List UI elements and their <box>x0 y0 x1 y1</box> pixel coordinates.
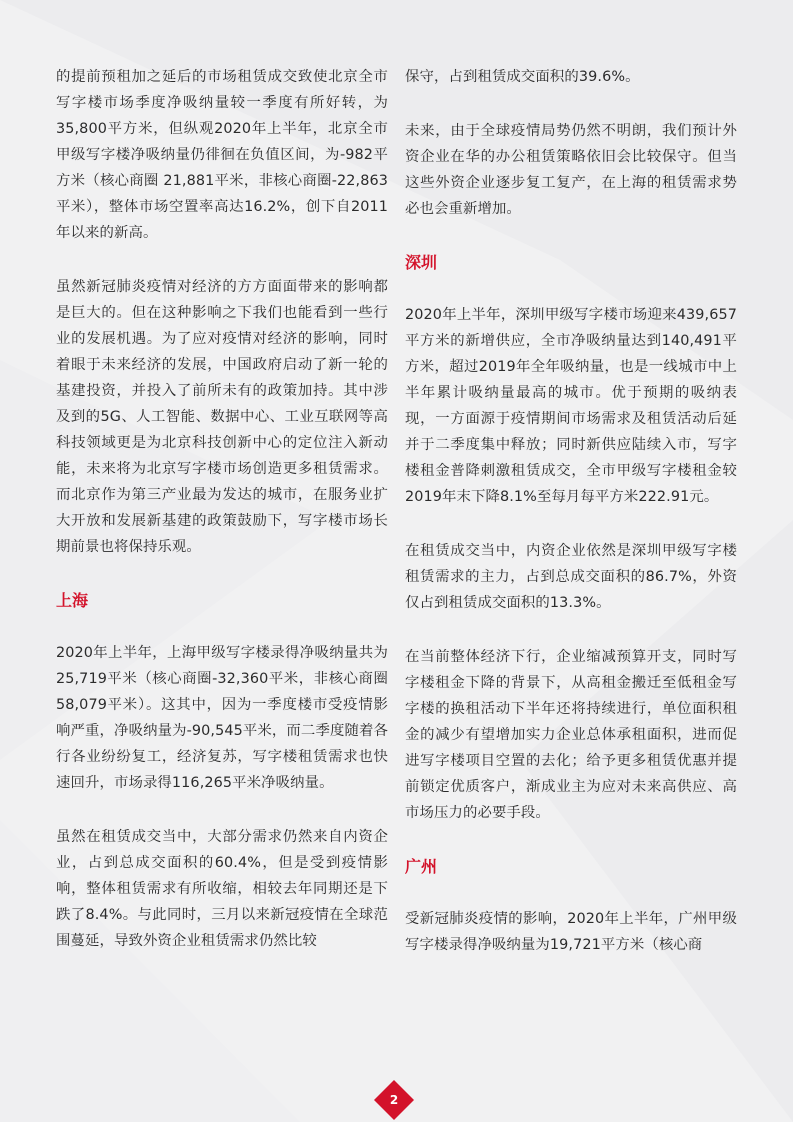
right-column <box>405 64 737 986</box>
heading-guangzhou: 广州 <box>405 857 438 876</box>
left-column <box>56 64 388 982</box>
paragraph-shenzhen-supply: 2020年上半年，深圳甲级写字楼市场迎来439,657平方米的新增供应，全市净吸纳量达到140,491平方米，超过2019年全年吸纳量，也是一线城市中上半年累计吸纳量最高的城市。优于预期的吸纳表现，一方面源于疫情期间市场需求及租赁活动后延并于二季度集中释放；同时新供应陆续入市，写字楼租金普降刺激租赁成交，全市甲级写字楼租金较2019年末下降8.1%至每月每平方米222.91元。 <box>405 307 737 505</box>
page-number: 2 <box>389 1093 399 1107</box>
heading-shanghai: 上海 <box>56 591 89 610</box>
paragraph-beijing-absorption: 的提前预租加之延后的市场租赁成交致使北京全市写字楼市场季度净吸纳量较一季度有所好转，为35,800平方米，但纵观2020年上半年，北京全市甲级写字楼净吸纳量仍徘徊在负值区间，为-982平方米（核心商圈 21,881平米，非核心商圈-22,863平米），整体市场空置率高达16.2%，创下自2011年以来的新高。 <box>56 69 388 241</box>
heading-shenzhen: 深圳 <box>405 253 438 272</box>
paragraph-shanghai-foreign-share: 保守，占到租赁成交面积的39.6%。 <box>405 69 640 85</box>
paragraph-shanghai-outlook: 未来，由于全球疫情局势仍然不明朗，我们预计外资企业在华的办公租赁策略依旧会比较保守。但当这些外资企业逐步复工复产，在上海的租赁需求势必也会重新增加。 <box>405 123 737 217</box>
paragraph-guangzhou-absorption: 受新冠肺炎疫情的影响，2020年上半年，广州甲级写字楼录得净吸纳量为19,721平方米（核心商 <box>405 911 737 953</box>
paragraph-shanghai-demand: 虽然在租赁成交当中，大部分需求仍然来自内资企业，占到总成交面积的60.4%，但是受到疫情影响，整体租赁需求有所收缩，相较去年同期还是下跌了8.4%。与此同时，三月以来新冠疫情在全球范围蔓延，导致外资企业租赁需求仍然比较 <box>56 829 388 949</box>
paragraph-shenzhen-outlook: 在当前整体经济下行，企业缩减预算开支，同时写字楼租金下降的背景下，从高租金搬迁至低租金写字楼的换租活动下半年还将持续进行，单位面积租金的减少有望增加实力企业总体承租面积，进而促进写字楼项目空置的去化；给予更多租赁优惠并提前锁定优质客户，渐成业主为应对未来高供应、高市场压力的必要手段。 <box>405 649 737 821</box>
paragraph-shenzhen-demand: 在租赁成交当中，内资企业依然是深圳甲级写字楼租赁需求的主力，占到总成交面积的86.7%，外资仅占到租赁成交面积的13.3%。 <box>405 543 737 611</box>
paragraph-shanghai-absorption: 2020年上半年，上海甲级写字楼录得净吸纳量共为25,719平米（核心商圈-32,360平米，非核心商圈58,079平米）。这其中，因为一季度楼市受疫情影响严重，净吸纳量为-90,545平米，而二季度随着各行各业纷纷复工，经济复苏，写字楼租赁需求也快速回升，市场录得116,265平米净吸纳量。 <box>56 645 388 791</box>
paragraph-beijing-outlook: 虽然新冠肺炎疫情对经济的方方面面带来的影响都是巨大的。但在这种影响之下我们也能看到一些行业的发展机遇。为了应对疫情对经济的影响，同时着眼于未来经济的发展，中国政府启动了新一轮的基建投资，并投入了前所未有的政策加持。其中涉及到的5G、人工智能、数据中心、工业互联网等高科技领域更是为北京科技创新中心的定位注入新动能，未来将为北京写字楼市场创造更多租赁需求。而北京作为第三产业最为发达的城市，在服务业扩大开放和发展新基建的政策鼓励下，写字楼市场长期前景也将保持乐观。 <box>56 279 388 555</box>
